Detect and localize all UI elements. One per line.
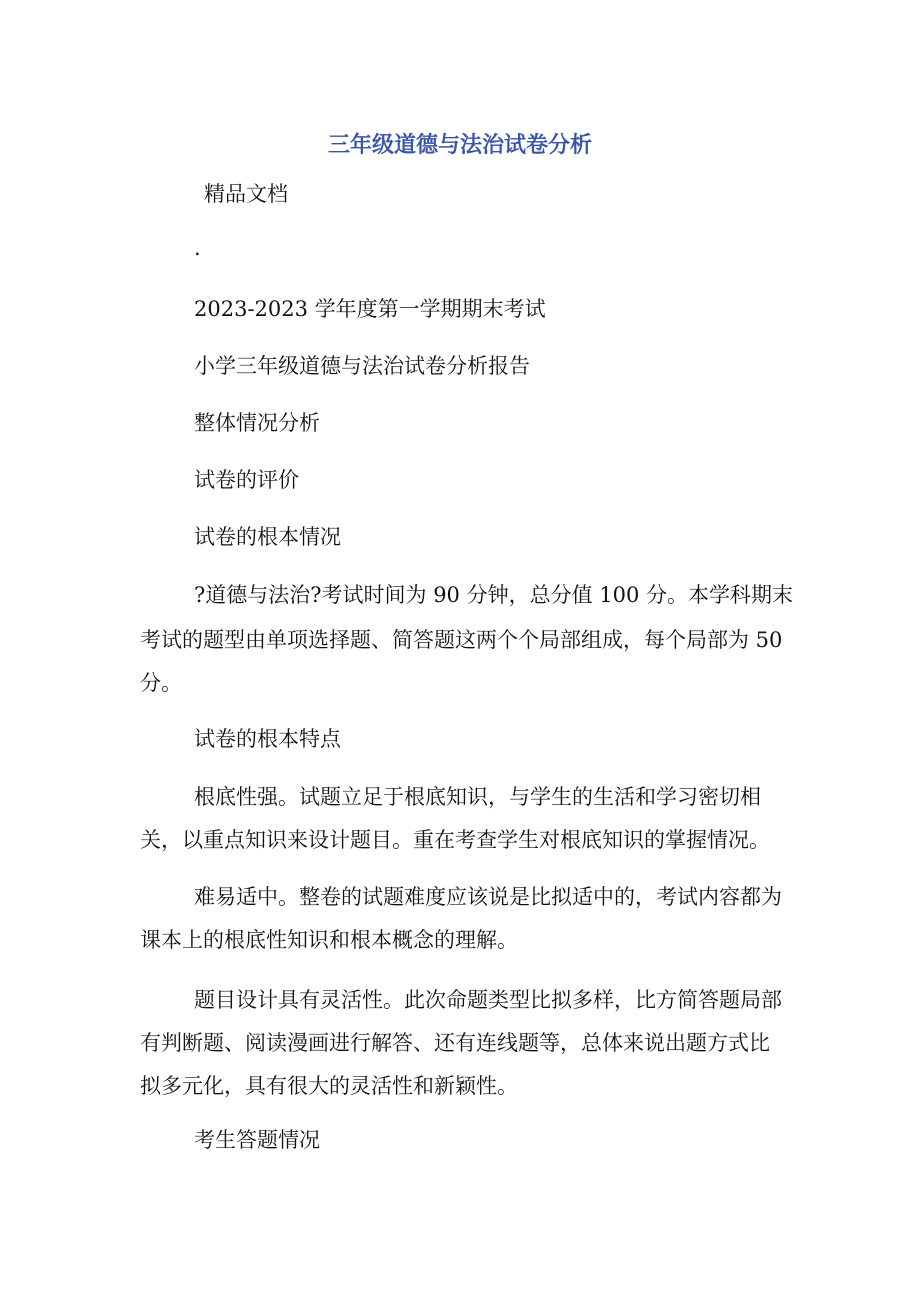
section-heading: 试卷的根本特点 bbox=[194, 727, 341, 751]
document-title: 三年级道德与法治试卷分析 bbox=[327, 133, 592, 158]
paragraph-line: 关，以重点知识来设计题目。重在考查学生对根底知识的掌握情况。 bbox=[140, 828, 770, 852]
paragraph-line: 考试的题型由单项选择题、简答题这两个个局部组成，每个局部为 50 bbox=[140, 628, 783, 652]
report-title-line: 小学三年级道德与法治试卷分析报告 bbox=[194, 354, 530, 378]
header-note: 精品文档 bbox=[204, 182, 288, 206]
section-heading: 试卷的评价 bbox=[194, 468, 299, 492]
section-heading: 试卷的根本情况 bbox=[194, 525, 341, 549]
paragraph-line: 有判断题、阅读漫画进行解答、还有连线题等，总体来说出题方式比 bbox=[140, 1031, 770, 1055]
paragraph-line: 根底性强。试题立足于根底知识，与学生的生活和学习密切相 bbox=[194, 785, 761, 809]
paragraph-line: 难易适中。整卷的试题难度应该说是比拟适中的，考试内容都为 bbox=[194, 885, 782, 909]
section-heading: 整体情况分析 bbox=[194, 411, 320, 435]
paragraph-line: 课本上的根底性知识和根本概念的理解。 bbox=[140, 928, 518, 952]
paragraph-line: 分。 bbox=[140, 671, 182, 695]
section-heading: 考生答题情况 bbox=[194, 1128, 320, 1152]
paragraph-line: 题目设计具有灵活性。此次命题类型比拟多样，比方简答题局部 bbox=[194, 988, 782, 1012]
exam-term-line: 2023-2023 学年度第一学期期末考试 bbox=[194, 297, 546, 321]
dot: . bbox=[194, 236, 201, 260]
paragraph-line: ?道德与法治?考试时间为 90 分钟，总分值 100 分。本学科期末 bbox=[194, 583, 794, 607]
paragraph-line: 拟多元化，具有很大的灵活性和新颖性。 bbox=[140, 1074, 518, 1098]
